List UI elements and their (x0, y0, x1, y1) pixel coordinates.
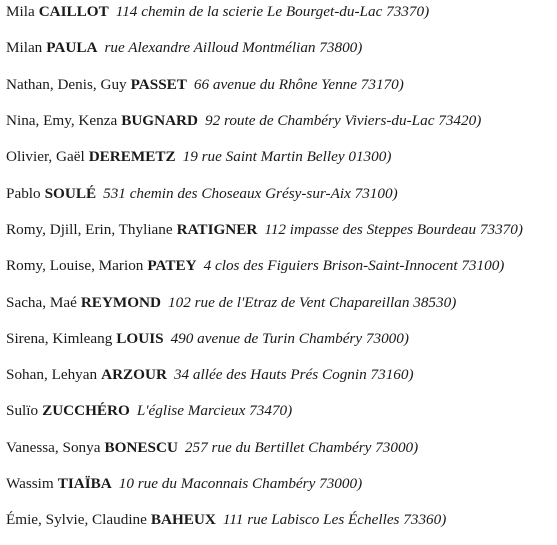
surname: BONESCU (104, 438, 178, 456)
surname: ARZOUR (101, 366, 167, 384)
address: 112 impasse des Steppes Bourdeau 73370) (264, 220, 523, 238)
surname: REYMOND (80, 293, 161, 311)
list-item (6, 248, 557, 284)
list-item (6, 357, 557, 393)
address: 66 avenue du Rhône Yenne 73170) (193, 75, 404, 93)
given-names: Pablo (6, 184, 41, 202)
surname: PATEY (147, 257, 197, 275)
surname: DEREMETZ (88, 148, 176, 166)
list-item (6, 103, 557, 139)
address: 10 rue du Maconnais Chambéry 73000) (118, 475, 363, 492)
given-names: Nathan, Denis, Guy (6, 75, 127, 93)
address: 257 rue du Bertillet Chambéry 73000) (184, 438, 419, 456)
given-names: Nina, Emy, Kenza (6, 112, 118, 130)
surname: CAILLOT (38, 3, 109, 21)
list-item (6, 321, 557, 357)
list-item (6, 466, 557, 502)
list-item (6, 30, 557, 66)
list-item (6, 284, 557, 320)
surname: TIAÏBA (57, 475, 112, 492)
list-item (6, 430, 557, 466)
surname: BUGNARD (121, 112, 198, 130)
address: 92 route de Chambéry Viviers-du-Lac 73420) (205, 112, 482, 130)
surname: PASSET (130, 75, 187, 93)
given-names: Sulïo (6, 402, 39, 420)
address: rue Alexandre Ailloud Montmélian 73800) (104, 39, 363, 57)
list-item (6, 212, 557, 248)
given-names: Wassim (6, 475, 54, 492)
address: 531 chemin des Choseaux Grésy-sur-Aix 73100) (103, 184, 398, 202)
address: 102 rue de l'Etraz de Vent Chapareillan 38530) (168, 293, 457, 311)
surname: LOUIS (116, 329, 164, 347)
given-names: Olivier, Gaël (6, 148, 85, 166)
given-names: Sacha, Maé (6, 293, 77, 311)
surname: SOULÉ (44, 184, 97, 202)
list-item (6, 67, 557, 103)
given-names: Milan (6, 39, 43, 57)
address: 111 rue Labisco Les Échelles 73360) (222, 511, 447, 529)
surname: RATIGNER (176, 220, 258, 238)
given-names: Sohan, Lehyan (6, 366, 98, 384)
surname: ZUCCHÉRO (42, 402, 130, 420)
list-item (6, 393, 557, 429)
given-names: Sirena, Kimleang (6, 329, 113, 347)
surname: PAULA (46, 39, 98, 57)
given-names: Vanessa, Sonya (6, 438, 101, 456)
list-item (6, 502, 557, 538)
given-names: Émie, Sylvie, Claudine (6, 511, 147, 529)
list-item (6, 175, 557, 211)
address: 34 allée des Hauts Prés Cognin 73160) (173, 366, 414, 384)
address: 19 rue Saint Martin Belley 01300) (182, 148, 392, 166)
given-names: Romy, Louise, Marion (6, 257, 144, 275)
given-names: Romy, Djill, Erin, Thyliane (6, 220, 173, 238)
list-item (6, 139, 557, 175)
list-item (6, 0, 557, 30)
name-address-list (6, 0, 557, 538)
address: 490 avenue de Turin Chambéry 73000) (170, 329, 409, 347)
surname: BAHEUX (150, 511, 216, 529)
address: 4 clos des Figuiers Brison-Saint-Innocent 73100) (203, 257, 505, 275)
address: 114 chemin de la scierie Le Bourget-du-Lac 73370) (115, 3, 430, 21)
address: L'église Marcieux 73470) (136, 402, 293, 420)
given-names: Mila (6, 3, 35, 21)
